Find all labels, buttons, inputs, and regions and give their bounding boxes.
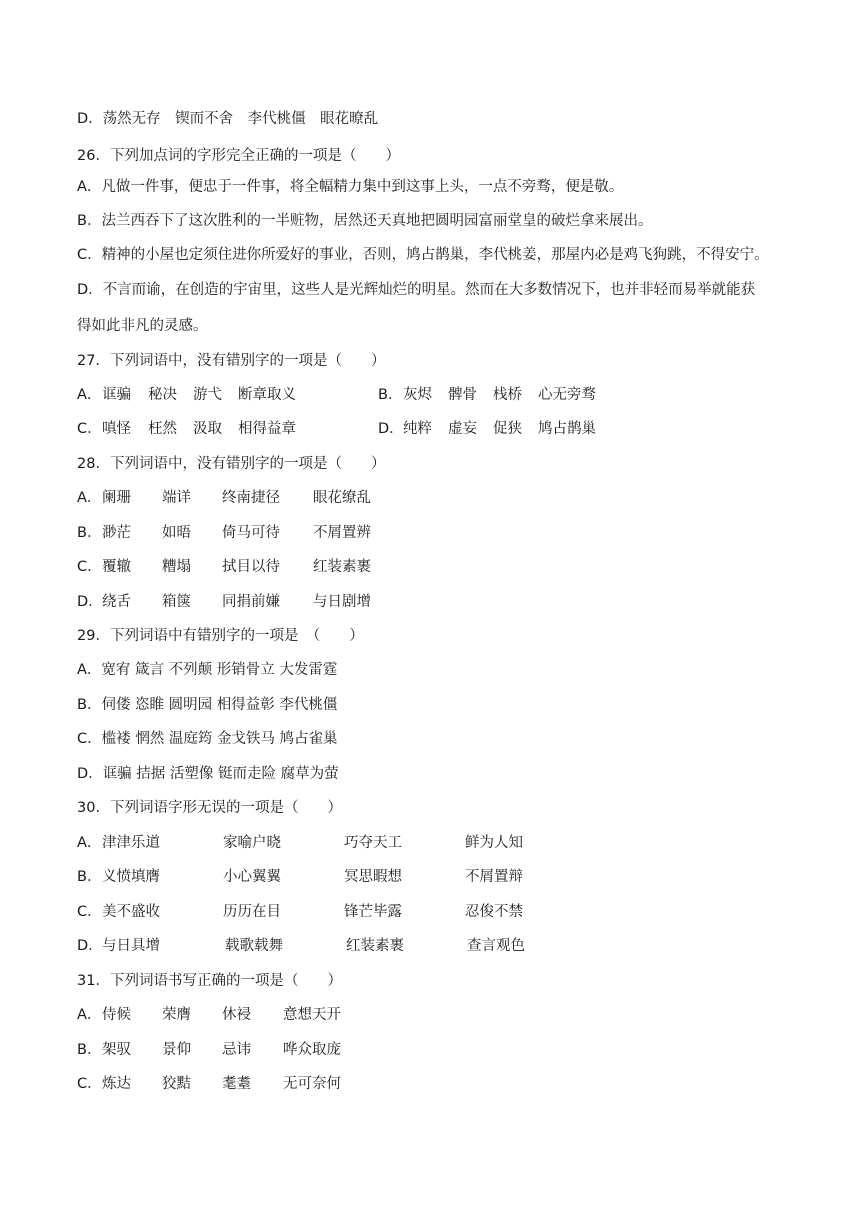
word: 与日具增 (102, 938, 160, 954)
word: 秘决 (148, 387, 177, 403)
word: 游弋 (193, 387, 222, 403)
option-label: D． (77, 594, 103, 610)
word: 栈桥 (493, 387, 522, 403)
q29-stem: 29．下列词语中有错别字的一项是 （ ） (77, 628, 364, 644)
word: 冥思暇想 (344, 869, 402, 885)
word: 不屑置辨 (313, 525, 371, 541)
word: 巧夺天工 (344, 835, 402, 851)
q26-option-b: B．法兰西吞下了这次胜利的一半赃物，居然还天真地把圆明园富丽堂皇的破烂拿来展出。 (77, 213, 653, 229)
word: 鲜为人知 (465, 835, 523, 851)
word: 哗众取庞 (283, 1042, 341, 1058)
word: 荣膺 (162, 1007, 191, 1023)
option-label: C． (77, 421, 102, 437)
word: 纯粹 (403, 421, 432, 437)
word: 嗔怪 (102, 421, 131, 437)
word: 诓骗 (102, 387, 131, 403)
word: 促狭 (493, 421, 522, 437)
word: 津津乐道 (102, 835, 160, 851)
word: 红装素裹 (313, 559, 371, 575)
option-label: A． (77, 835, 102, 851)
word: 锋芒毕露 (344, 904, 402, 920)
option-label: B． (77, 525, 102, 541)
q31-stem: 31．下列词语书写正确的一项是（ ） (77, 973, 342, 989)
word: 阑珊 (102, 490, 131, 506)
word: 终南捷径 (222, 490, 280, 506)
word: 断章取义 (238, 387, 296, 403)
q27-stem: 27．下列词语中，没有错别字的一项是（ ） (77, 353, 386, 369)
option-label: D． (77, 938, 103, 954)
q29-option-c: C．槛褛 惘然 温庭筠 金戈铁马 鸠占雀巢 (77, 731, 338, 747)
word: 小心翼翼 (223, 869, 281, 885)
word: 心无旁骛 (538, 387, 596, 403)
q26-option-a: A．凡做一件事，便忠于一件事，将全幅精力集中到这事上头，一点不旁骛，便是敬。 (77, 179, 624, 195)
q25-option-d: D．荡然无存 锲而不舍 李代桃僵 眼花暸乱 (77, 111, 379, 127)
word: 无可奈何 (283, 1076, 341, 1092)
option-label: C． (77, 904, 102, 920)
option-label: A． (77, 490, 102, 506)
option-label: B． (77, 869, 102, 885)
word: 查言观色 (467, 938, 525, 954)
option-label: A． (77, 387, 102, 403)
word: 同捐前嫌 (222, 594, 280, 610)
word: 鸠占鹊巢 (538, 421, 596, 437)
q26-stem: 26．下列加点词的字形完全正确的一项是（ ） (77, 148, 400, 164)
word: 与日剧增 (313, 594, 371, 610)
word: 侍候 (102, 1007, 131, 1023)
word: 历历在目 (223, 904, 281, 920)
option-label: C． (77, 559, 102, 575)
q30-stem: 30．下列词语字形无误的一项是（ ） (77, 800, 342, 816)
word: 耄耋 (222, 1076, 251, 1092)
option-label: B． (77, 1042, 102, 1058)
word: 倚马可待 (222, 525, 280, 541)
q29-option-d: D．诓骗 拮据 活塑像 铤而走险 腐草为萤 (77, 766, 339, 782)
option-label: D． (378, 421, 404, 437)
word: 不屑置辩 (465, 869, 523, 885)
word: 拭目以待 (222, 559, 280, 575)
word: 糟塌 (162, 559, 191, 575)
word: 架驭 (102, 1042, 131, 1058)
word: 炼达 (102, 1076, 131, 1092)
word: 覆辙 (102, 559, 131, 575)
word: 端详 (162, 490, 191, 506)
word: 箱箧 (162, 594, 191, 610)
word: 忌讳 (222, 1042, 251, 1058)
word: 绕舌 (102, 594, 131, 610)
word: 美不盛收 (102, 904, 160, 920)
q29-option-a: A．宽宥 箴言 不列颠 形销骨立 大发雷霆 (77, 662, 338, 678)
option-label: A． (77, 1007, 102, 1023)
word: 渺茫 (102, 525, 131, 541)
word: 景仰 (162, 1042, 191, 1058)
word: 汲取 (193, 421, 222, 437)
option-label: B． (378, 387, 403, 403)
q29-option-b: B．伺偻 恣睢 圆明园 相得益彰 李代桃僵 (77, 697, 338, 713)
q26-option-c: C．精神的小屋也定须住进你所爱好的事业，否则，鸠占鹊巢，李代桃姜，那屋内必是鸡飞狗跳，不得安宁。 (77, 247, 769, 263)
q26-option-d-line2: 得如此非凡的灵感。 (77, 318, 208, 334)
word: 如晤 (162, 525, 191, 541)
word: 休祲 (222, 1007, 251, 1023)
word: 髀骨 (448, 387, 477, 403)
word: 家喻户晓 (223, 835, 281, 851)
word: 红装素裹 (346, 938, 404, 954)
word: 义愤填膺 (102, 869, 160, 885)
word: 相得益章 (238, 421, 296, 437)
word: 眼花缭乱 (313, 490, 371, 506)
word: 载歌载舞 (225, 938, 283, 954)
word: 灰烬 (403, 387, 432, 403)
word: 枉然 (148, 421, 177, 437)
word: 意想天开 (283, 1007, 341, 1023)
word: 忍俊不禁 (465, 904, 523, 920)
q26-option-d-line1: D．不言而谕，在创造的宇宙里，这些人是光辉灿烂的明星。然而在大多数情况下，也并非轻而易举就能获 (77, 282, 756, 298)
word: 狡黠 (162, 1076, 191, 1092)
word: 虚妄 (448, 421, 477, 437)
q28-stem: 28．下列词语中，没有错别字的一项是（ ） (77, 456, 386, 472)
option-label: C． (77, 1076, 102, 1092)
